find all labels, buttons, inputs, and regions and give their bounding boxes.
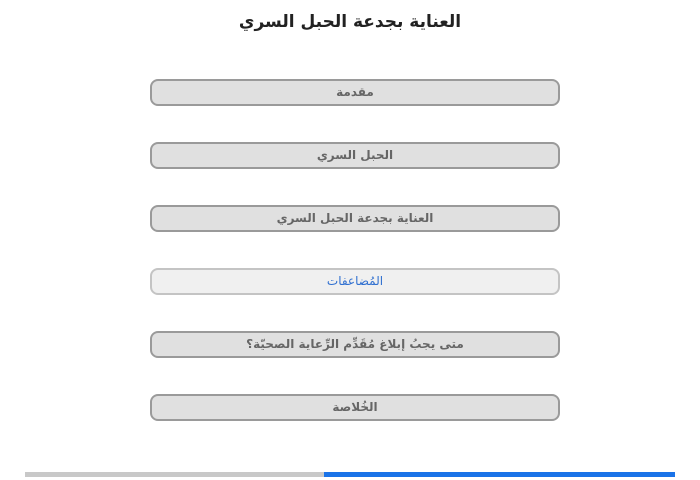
nav-button-complications[interactable]: المُضاعفات [150, 268, 560, 295]
section-nav [150, 79, 560, 457]
progress-bar [25, 472, 675, 477]
nav-button-stump-care[interactable]: العناية بجدعة الحبل السري [150, 205, 560, 232]
nav-button-summary[interactable]: الخُلاصة [150, 394, 560, 421]
nav-button-when-to-call-provider[interactable]: متى يجبُ إبلاغ مُقَدِّم الرِّعاية الصحيّة؟ [150, 331, 560, 358]
progress-bar-fill [324, 472, 675, 477]
page-title: العناية بجدعة الحبل السري [238, 12, 462, 32]
nav-button-umbilical-cord[interactable]: الحبل السري [150, 142, 560, 169]
nav-button-introduction[interactable]: مقدمة [150, 79, 560, 106]
